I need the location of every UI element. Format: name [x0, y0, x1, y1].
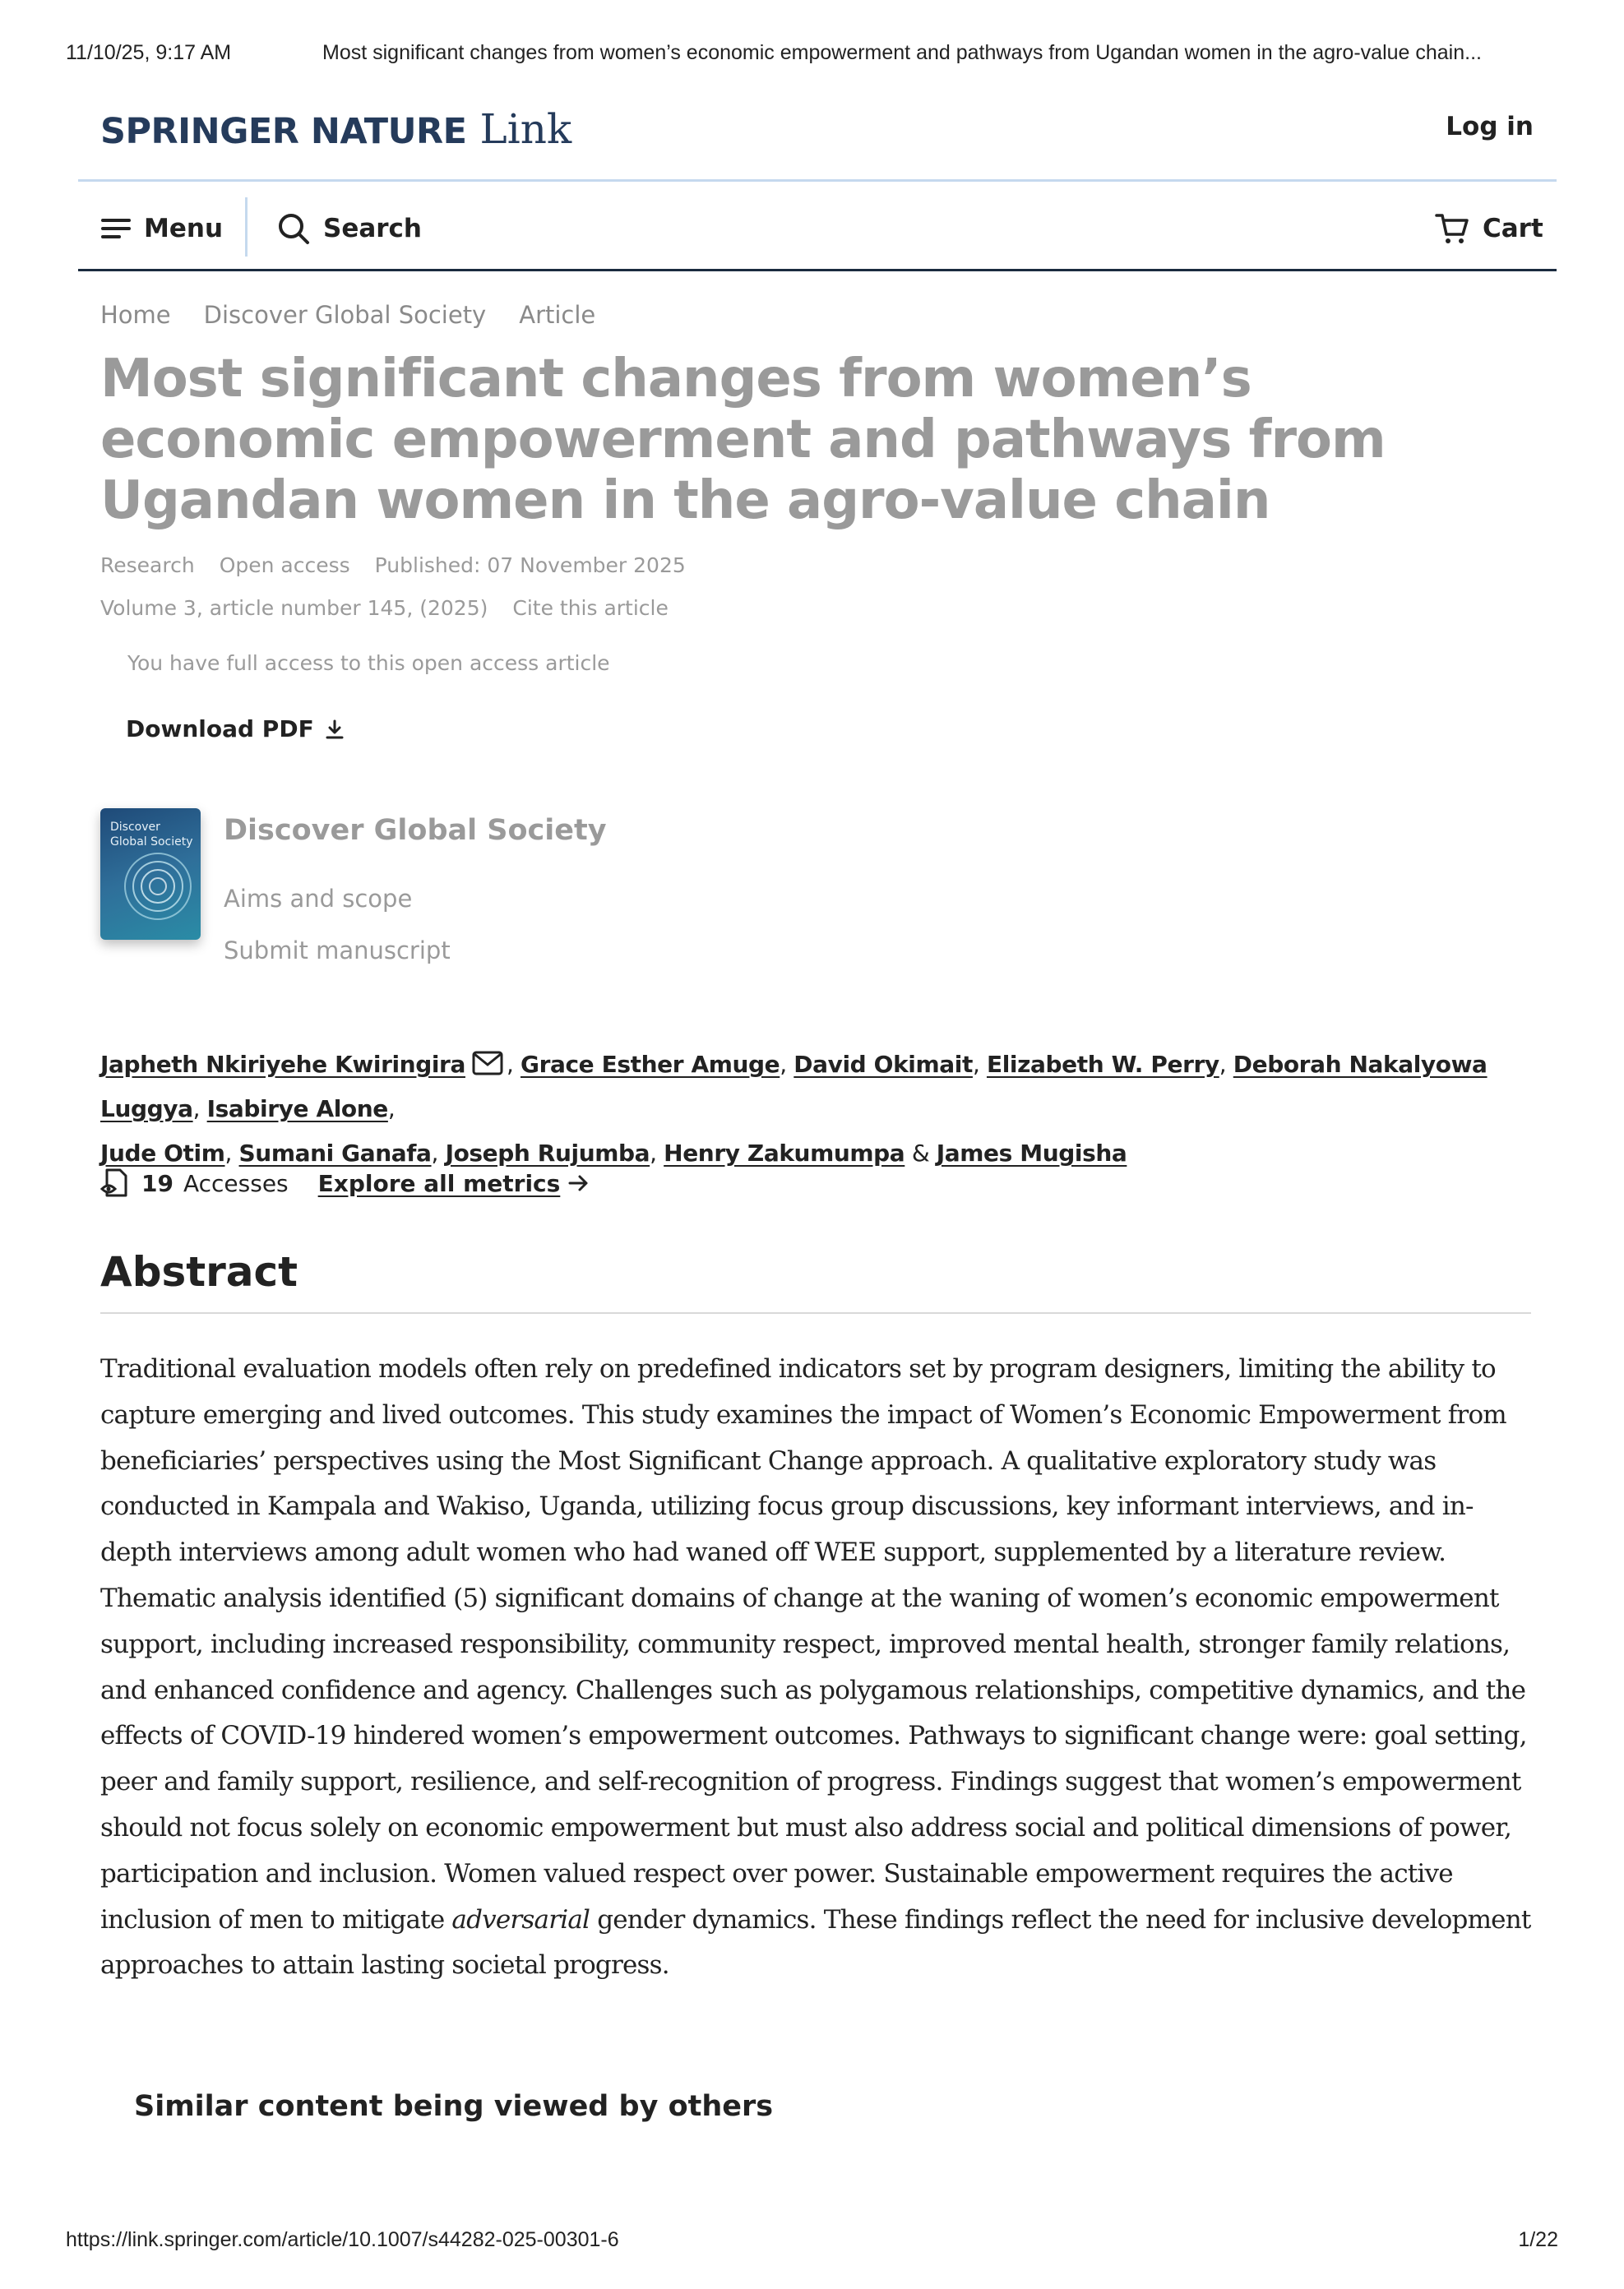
- author-link[interactable]: Henry Zakumumpa: [664, 1140, 905, 1167]
- cart-button[interactable]: [1435, 204, 1543, 253]
- author-link[interactable]: Joseph Rujumba: [445, 1140, 650, 1167]
- abstract-heading: Abstract: [100, 1248, 298, 1296]
- article-volume-row: [100, 596, 669, 620]
- print-url: https://link.springer.com/article/10.1007/s44282-025-00301-6: [66, 2228, 619, 2251]
- author-link[interactable]: Deborah Nakalyowa Luggya: [100, 1051, 1488, 1122]
- arrow-right-icon: [568, 1174, 590, 1192]
- abstract-text-part-2: gender dynamics. These findings reflect the need for inclusive development approaches to attain lasting societal progress.: [100, 1904, 1531, 1981]
- author-link[interactable]: Isabirye Alone: [206, 1095, 388, 1122]
- accesses-label: Accesses: [183, 1169, 289, 1197]
- cover-swirl-graphic: [100, 808, 201, 940]
- nav-separator: [245, 197, 248, 257]
- login-button[interactable]: Log in: [1446, 112, 1534, 141]
- breadcrumb-journal[interactable]: Discover Global Society: [203, 301, 487, 329]
- article-volume: Volume 3, article number 145, (2025): [100, 596, 488, 620]
- navbar-bottom-rule: [78, 269, 1557, 271]
- menu-button[interactable]: [101, 204, 223, 253]
- author-link[interactable]: Jude Otim: [100, 1140, 225, 1167]
- abstract-text: [100, 1347, 1531, 1989]
- journal-cover-text: Discover Global Society: [110, 821, 193, 849]
- cart-icon: [1435, 212, 1469, 245]
- aims-and-scope-link[interactable]: Aims and scope: [224, 885, 413, 913]
- metrics-row: [100, 1168, 590, 1199]
- article-meta: [100, 553, 686, 577]
- published-date: Published: 07 November 2025: [374, 553, 686, 577]
- search-label: Search: [323, 214, 423, 243]
- explore-metrics-label: Explore all metrics: [317, 1169, 561, 1197]
- print-datetime: 11/10/25, 9:17 AM: [66, 41, 232, 64]
- logo-suffix: Link: [479, 105, 572, 153]
- author-link[interactable]: Elizabeth W. Perry: [986, 1051, 1219, 1078]
- article-title: Most significant changes from women’s economic empowerment and pathways from Ugandan women in the agro-value chain: [100, 349, 1386, 531]
- article-type: Research: [100, 553, 195, 577]
- print-page-title: Most significant changes from women’s economic empowerment and pathways from Ugandan women in the agro-value chain...: [322, 41, 1482, 64]
- open-access-label: Open access: [219, 553, 350, 577]
- breadcrumb-article[interactable]: Article: [519, 301, 596, 329]
- author-link[interactable]: David Okimait: [793, 1051, 973, 1078]
- cart-label: Cart: [1483, 214, 1543, 243]
- author-link[interactable]: James Mugisha: [936, 1140, 1127, 1167]
- explore-metrics-link[interactable]: [318, 1170, 590, 1197]
- submit-manuscript-link[interactable]: Submit manuscript: [224, 936, 451, 964]
- download-icon: [324, 719, 345, 740]
- similar-content-heading: Similar content being viewed by others: [134, 2090, 774, 2123]
- navbar: [78, 186, 1557, 271]
- author-link[interactable]: Japheth Nkiriyehe Kwiringira: [100, 1051, 465, 1078]
- abstract-divider: [100, 1312, 1531, 1314]
- mail-icon[interactable]: [472, 1051, 503, 1075]
- access-note: You have full access to this open access article: [127, 651, 610, 675]
- abstract-italic-word: adversarial: [451, 1904, 590, 1935]
- search-button[interactable]: [277, 204, 422, 253]
- author-link[interactable]: Sumani Ganafa: [238, 1140, 432, 1167]
- download-pdf-label: Download PDF: [126, 715, 314, 742]
- author-link[interactable]: Grace Esther Amuge: [520, 1051, 780, 1078]
- menu-label: Menu: [144, 214, 224, 243]
- journal-cover[interactable]: [100, 808, 201, 940]
- abstract-text-part-1: Traditional evaluation models often rely on predefined indicators set by program designers, limiting the ability to capture emerging and lived outcomes. This study examines the impact of Women’s Economic Empowerment from beneficiaries’ perspectives using the Most Significant Change approach. A qualitative exploratory study was conducted in Kampala and Wakiso, Uganda, utilizing focus group discussions, key informant interviews, and in-depth interviews among adult women who had waned off WEE support, supplemented by a literature review. Thematic analysis identified (5) significant domains of change at the waning of women’s economic empowerment support, including increased responsibility, community respect, improved mental health, stronger family relations, and enhanced confidence and agency. Challenges such as polygamous relationships, competitive dynamics, and the effects of COVID-19 hindered women’s empowerment outcomes. Pathways to significant change were: goal setting, peer and family support, resilience, and self-recognition of progress. Findings suggest that women’s empowerment should not focus solely on economic empowerment but must also address social and political dimensions of power, participation and inclusion. Women valued respect over power. Sustainable empowerment requires the active inclusion of men to mitigate: [100, 1354, 1527, 1935]
- journal-name-link[interactable]: Discover Global Society: [224, 814, 607, 847]
- print-page-number: 1/22: [1518, 2228, 1558, 2251]
- header-divider: [78, 179, 1557, 182]
- breadcrumb: [100, 301, 595, 329]
- accesses-count: 19: [141, 1169, 174, 1197]
- logo-brand: SPRINGER NATURE: [100, 111, 467, 152]
- accesses-icon: [100, 1168, 132, 1199]
- breadcrumb-home[interactable]: Home: [100, 301, 171, 329]
- springer-nature-link-logo[interactable]: [100, 105, 571, 155]
- search-icon: [277, 212, 310, 245]
- cite-this-article-link[interactable]: Cite this article: [512, 596, 669, 620]
- author-list: Japheth Nkiriyehe Kwiringira , Grace Esther Amuge, David Okimait, Elizabeth W. Perry, Deborah Nakalyowa Luggya, Isabirye Alone, Jude Otim, Sumani Ganafa, Joseph Rujumba, Henry Zakumumpa & James Mugisha: [100, 1051, 1488, 1167]
- download-pdf-button[interactable]: [126, 715, 345, 742]
- menu-icon: [101, 216, 131, 241]
